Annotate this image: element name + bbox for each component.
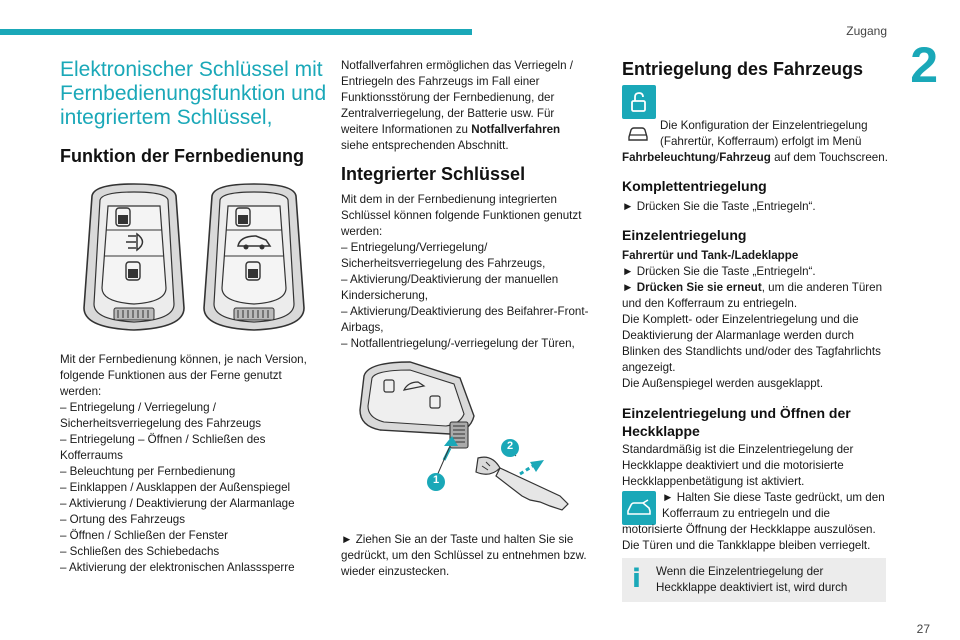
menu-vehicle-label: Fahrzeug (719, 151, 771, 164)
emergency-procedure-link[interactable]: Notfallverfahren (471, 123, 561, 136)
list-item: – Beleuchtung per Fernbedienung (60, 465, 236, 478)
heading-remote-function: Funktion der Fernbedienung (60, 146, 304, 166)
info-icon: i (632, 564, 641, 594)
list-item: – Ortung des Fahrzeugs (60, 513, 186, 526)
heading-single-unlock: Einzelentriegelung (622, 227, 747, 243)
list-item: – Schließen des Schiebedachs (60, 545, 220, 558)
key-extract-instruction: ► Ziehen Sie an der Taste und halten Sie sie gedrückt, um den Schlüssel zu entnehmen bzw. wieder einzustecken. (341, 533, 587, 578)
list-item: – Öffnen / Schließen der Fenster (60, 529, 228, 542)
remote-keys-illustration (74, 178, 314, 340)
heading-full-unlock: Komplettentriegelung (622, 178, 767, 194)
callout-2-label: 2 (506, 440, 514, 452)
heading-integrated-key: Integrierter Schlüssel (341, 164, 526, 184)
single-unlock-subheading: Fahrertür und Tank-/Ladeklappe (622, 249, 799, 262)
key-fob-left (84, 184, 184, 330)
remote-functions-list (60, 400, 322, 576)
list-item: – Aktivierung / Deaktivierung der Alarmanlage (60, 497, 295, 510)
tailgate-default-paragraph: Standardmäßig ist die Einzelentriegelung der Heckklappe deaktiviert und die motorisierte Heckklappenbetätigung ist aktiviert. (622, 443, 854, 488)
single-unlock-paragraph: Die Komplett- oder Einzelentriegelung und die Deaktivierung der Alarmanlage werden durch Blinken des Standlichts und/oder des Tagfahrlichts angezeigt. (622, 313, 881, 374)
key-extraction-illustration (350, 350, 580, 520)
integrated-key-list (341, 240, 589, 352)
section-name: Zugang (846, 24, 887, 38)
config-text-lines: Die Konfiguration der Einzelentriegelung (Fahrertür, Kofferraum) erfolgt im Menü (660, 119, 868, 148)
remote-functions-intro: Mit der Fernbedienung können, je nach Version, folgende Funktionen aus der Ferne genutzt werden: (60, 353, 307, 398)
page-title: Elektronischer Schlüssel mit Fernbedienungsfunktion und integriertem Schlüssel, (60, 58, 327, 129)
info-box (622, 558, 886, 602)
heading-tailgate-unlock: Einzelentriegelung und Öffnen der Heckklappe (622, 405, 851, 439)
list-item: – Aktivierung/Deaktivierung der manuellen Kindersicherung, (341, 273, 559, 302)
callout-1-label: 1 (432, 474, 440, 486)
list-item: – Aktivierung/Deaktivierung des Beifahrer-Front-Airbags, (341, 305, 589, 334)
single-unlock-step-1: ► Drücken Sie die Taste „Entriegeln“. (622, 265, 816, 278)
key-fob-right (204, 184, 304, 330)
heading-unlocking: Entriegelung des Fahrzeugs (622, 59, 864, 79)
mirror-unfold-text: Die Außenspiegel werden ausgeklappt. (622, 377, 824, 390)
emergency-procedure-paragraph: Notfallverfahren ermöglichen das Verriegeln / Entriegeln des Fahrzeugs im Fall einer Funktionsstörung der Fernbedienung, der Zentralverriegelung, der Batterie usw. Für weitere Informationen zu Notfallverfahren siehe entsprechenden Abschnitt. (341, 59, 573, 152)
tailgate-step-lines: ► Halten Sie diese Taste gedrückt, um den Kofferraum zu entriegeln und die (662, 491, 885, 520)
tailgate-step-continuation: motorisierte Öffnung der Heckklappe auszulösen. (622, 523, 876, 536)
list-item: – Notfallentriegelung/-verriegelung der Türen, (341, 337, 575, 350)
list-item: – Einklappen / Ausklappen der Außenspiegel (60, 481, 291, 494)
single-unlock-step-2: ► Drücken Sie sie erneut, um die anderen Türen und den Kofferraum zu entriegeln. (622, 281, 883, 310)
list-item: – Entriegelung – Öffnen / Schließen des Kofferraums (60, 433, 266, 462)
list-item: – Entriegelung/Verriegelung/ Sicherheitsverriegelung des Fahrzeugs, (341, 241, 546, 270)
unlock-icon (622, 85, 656, 119)
config-menu-path: Fahrbeleuchtung/Fahrzeug auf dem Touchscreen. (622, 151, 888, 164)
chapter-number: 2 (910, 37, 938, 93)
car-icon (626, 126, 650, 142)
list-item: – Entriegelung / Verriegelung / Sicherheitsverriegelung des Fahrzeugs (60, 401, 262, 430)
menu-lighting-label: Fahrbeleuchtung (622, 151, 717, 164)
info-text: Wenn die Einzelentriegelung der Heckklappe deaktiviert ist, wird durch (656, 565, 848, 594)
integrated-key-intro: Mit dem in der Fernbedienung integrierten Schlüssel können folgende Funktionen genutzt werden: (341, 193, 582, 238)
doors-stay-locked-text: Die Türen und die Tankklappe bleiben verriegelt. (622, 539, 871, 552)
header-accent-bar (0, 29, 472, 35)
page-number: 27 (916, 622, 930, 636)
car-trunk-icon (622, 491, 656, 525)
full-unlock-step: ► Drücken Sie die Taste „Entriegeln“. (622, 200, 816, 213)
list-item: – Aktivierung der elektronischen Anlasssperre (60, 561, 295, 574)
